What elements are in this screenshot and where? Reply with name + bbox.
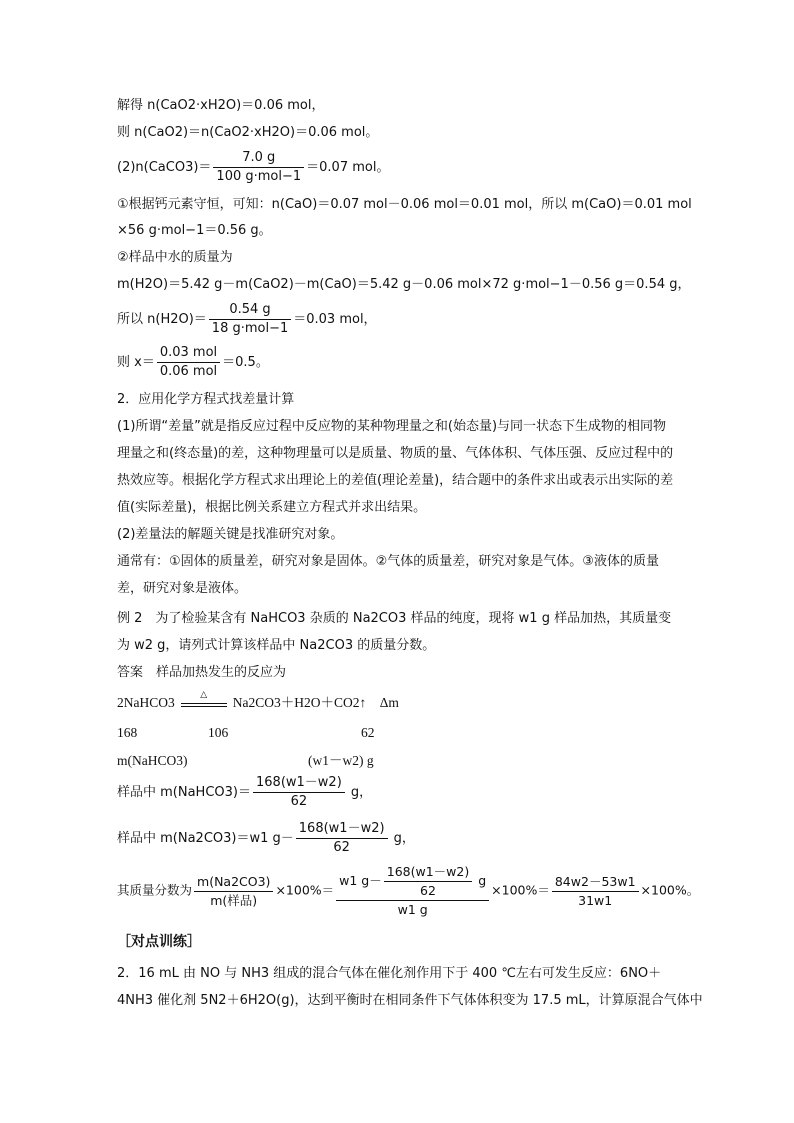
fraction (157, 345, 220, 380)
numerator: 7.0 g (213, 150, 304, 168)
denominator: 62 (420, 883, 436, 898)
text-line: m(H2O)＝5.42 g－m(CaO2)－m(CaO)＝5.42 g－0.06 mol×72 g·mol−1－0.56 g＝0.54 g， (117, 277, 691, 292)
text-fragment: 其质量分数为 (117, 882, 193, 898)
numerator: 0.03 mol (157, 345, 220, 363)
numerator: 168(w1－w2) (253, 775, 345, 793)
denominator: 0.06 mol (159, 364, 218, 379)
text-fragment: 样品中 m(NaHCO3)＝ (117, 785, 251, 800)
denominator: 31w1 (578, 892, 613, 908)
paragraph: 通常有：①固体的质量差，研究对象是固体。②气体的质量差，研究对象是气体。③液体的质量差，研究对象是液体。 (117, 554, 659, 596)
fraction (213, 150, 304, 185)
denominator: 62 (333, 840, 350, 855)
reactant: 2NaHCO3 (117, 695, 175, 710)
text-fragment: g (474, 873, 487, 888)
text-line: ②样品中水的质量为 (117, 250, 233, 265)
section-label: ［对点训练］ (117, 934, 201, 950)
text-line: ×56 g·mol−1＝0.56 g。 (117, 223, 272, 238)
fraction (296, 821, 388, 856)
fraction (552, 874, 639, 909)
denominator: 62 (290, 794, 308, 809)
text-fragment: 所以 n(H2O)＝ (117, 312, 207, 327)
denominator: 18 g·mol−1 (211, 321, 289, 336)
text-fragment: 则 x＝ (117, 355, 155, 370)
text-fragment: (2)n(CaCO3)＝ (117, 160, 212, 175)
section-heading: 2．应用化学方程式找差量计算 (117, 392, 295, 407)
text-fragment: 样品中 m(Na2CO3)＝w1 g－ (117, 831, 294, 846)
text-line: 解得 n(CaO2·xH2O)＝0.06 mol， (117, 98, 325, 113)
text-fragment: ×100%＝ (275, 882, 335, 898)
formula-line (117, 150, 389, 185)
numerator: 84w2－53w1 (552, 874, 639, 892)
numerator: 168(w1－w2) (384, 864, 472, 882)
example-question: 例 2 为了检验某含有 NaHCO3 杂质的 Na2CO3 样品的纯度，现将 w1 g 样品加热，其质量变为 w2 g，请列式计算该样品中 Na2CO3 的质量分数。 (117, 611, 672, 653)
nested-fraction (336, 864, 489, 918)
question-line: 4NH3 催化剂 5N2＋6H2O(g)，达到平衡时在相同条件下气体体积变为 17.5 mL，计算原混合气体中 (117, 993, 703, 1008)
molar-mass-106: 106 (208, 725, 229, 740)
reaction-arrow (181, 688, 227, 711)
text-line: ①根据钙元素守恒，可知：n(CaO)＝0.07 mol－0.06 mol＝0.01 mol，所以 m(CaO)＝0.01 mol (117, 197, 692, 212)
text-line: 则 n(CaO2)＝n(CaO2·xH2O)＝0.06 mol。 (117, 125, 379, 140)
denominator: w1 g (397, 902, 428, 917)
answer-label: 答案 样品加热发生的反应为 (117, 665, 287, 680)
fraction (209, 302, 291, 337)
text-fragment: ＝0.5。 (222, 355, 269, 370)
numerator: 0.54 g (209, 302, 291, 320)
fraction (253, 775, 345, 810)
formula-line (117, 302, 377, 337)
chemical-equation (117, 688, 399, 712)
formula-line (117, 775, 372, 810)
formula-line (117, 864, 699, 918)
formula-line (117, 345, 269, 380)
paragraph: (2)差量法的解题关键是找准研究对象。 (117, 527, 344, 542)
numerator: m(Na2CO3) (194, 874, 273, 892)
fraction (384, 864, 472, 899)
numerator: 168(w1－w2) (296, 821, 388, 839)
denominator: m(样品) (210, 892, 258, 908)
formula-line (117, 821, 415, 856)
text-fragment: ＝0.07 mol。 (306, 160, 390, 175)
question-line: 2．16 mL 由 NO 与 NH3 组成的混合气体在催化剂作用下于 400 ℃左右可发生反应：6NO＋ (117, 966, 662, 981)
heat-condition: △ (200, 688, 208, 699)
text-fragment: g， (389, 831, 415, 846)
text-fragment: w1 g－ (339, 873, 382, 888)
text-fragment: ×100%＝ (491, 882, 550, 898)
delta-62: 62 (361, 725, 375, 740)
text-fragment: g， (346, 785, 373, 800)
molar-mass-168: 168 (117, 725, 138, 740)
text-fragment: ＝0.03 mol， (293, 312, 377, 327)
paragraph: (1)所谓“差量”就是指反应过程中反应物的某种物理量之和(始态量)与同一状态下生成物的相同物理量之和(终态量)的差，这种物理量可以是质量、物质的量、气体体积、气体压强、反应过程中的热效应等。根据化学方程式求出理论上的差值(理论差量)，结合题中的条件求出或表示出实际的差值(实际差量)，根据比例关系建立方程式并求出结果。 (117, 419, 674, 515)
text-fragment: ×100%。 (640, 882, 700, 898)
denominator: 100 g·mol−1 (216, 169, 302, 184)
w1-w2: (w1－w2) g (308, 753, 374, 768)
products: Na2CO3＋H2O＋CO2↑ Δm (232, 695, 399, 710)
numerator (336, 864, 489, 901)
m-nahco3: m(NaHCO3) (117, 753, 188, 768)
fraction (194, 874, 273, 909)
